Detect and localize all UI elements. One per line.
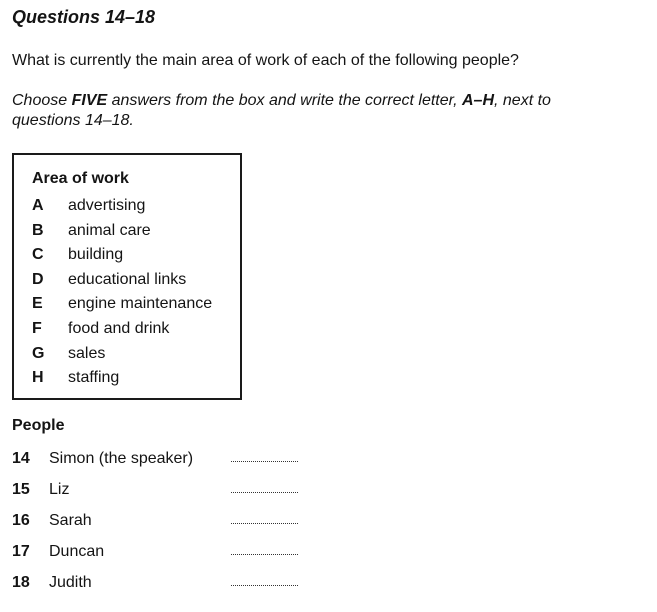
- instructions-part3: , next to questions 14–18.: [12, 92, 551, 129]
- option-text: animal care: [68, 221, 151, 239]
- option-f: [32, 317, 212, 342]
- instructions-bold-range: A–H: [461, 92, 494, 109]
- option-h: [32, 366, 212, 391]
- option-letter: A: [32, 197, 44, 214]
- option-text: building: [68, 246, 124, 264]
- person-row-14: [12, 449, 312, 480]
- instructions-part2: answers from the box and write the correct letter,: [107, 92, 462, 109]
- option-letter: G: [32, 344, 45, 362]
- person-name: Judith: [49, 574, 92, 591]
- option-text: food and drink: [68, 319, 170, 337]
- instructions: [12, 91, 612, 131]
- option-letter: C: [32, 246, 44, 264]
- person-name: Sarah: [49, 512, 92, 529]
- answer-blank-18[interactable]: [231, 585, 298, 586]
- option-letter: H: [32, 369, 44, 387]
- person-row-16: [12, 511, 312, 542]
- option-text: advertising: [68, 197, 146, 214]
- option-c: [32, 243, 212, 268]
- option-e: [32, 292, 212, 317]
- person-row-17: [12, 542, 312, 573]
- box-title: Area of work: [32, 170, 129, 187]
- instructions-part1: Choose: [12, 92, 72, 109]
- questions-heading: Questions 14–18: [12, 7, 156, 27]
- people-list: [12, 449, 312, 604]
- option-letter: D: [32, 270, 44, 288]
- answer-blank-14[interactable]: [231, 461, 298, 462]
- option-text: engine maintenance: [68, 295, 213, 313]
- option-a: [32, 194, 212, 219]
- person-name: Duncan: [49, 543, 105, 560]
- question-number: 18: [12, 574, 30, 591]
- person-row-15: [12, 480, 312, 511]
- option-b: [32, 219, 212, 244]
- option-letter: E: [32, 295, 43, 313]
- option-letter: B: [32, 221, 44, 239]
- answer-blank-15[interactable]: [231, 492, 298, 493]
- question-number: 16: [12, 512, 30, 529]
- area-of-work-box: [12, 153, 242, 400]
- option-text: educational links: [68, 270, 187, 288]
- option-letter: F: [32, 319, 42, 337]
- option-text: staffing: [68, 369, 120, 387]
- option-g: [32, 342, 212, 367]
- question-number: 14: [12, 450, 30, 467]
- answer-blank-17[interactable]: [231, 554, 298, 555]
- people-title: People: [12, 417, 65, 434]
- options-list: [32, 194, 212, 391]
- person-row-18: [12, 573, 312, 604]
- option-text: sales: [68, 344, 106, 362]
- person-name: Simon (the speaker): [49, 450, 194, 467]
- question-number: 17: [12, 543, 30, 560]
- option-d: [32, 268, 212, 293]
- person-name: Liz: [49, 481, 70, 498]
- question-number: 15: [12, 481, 30, 498]
- instructions-bold-count: FIVE: [71, 92, 108, 109]
- answer-blank-16[interactable]: [231, 523, 298, 524]
- question-text: What is currently the main area of work of each of the following people?: [12, 52, 519, 69]
